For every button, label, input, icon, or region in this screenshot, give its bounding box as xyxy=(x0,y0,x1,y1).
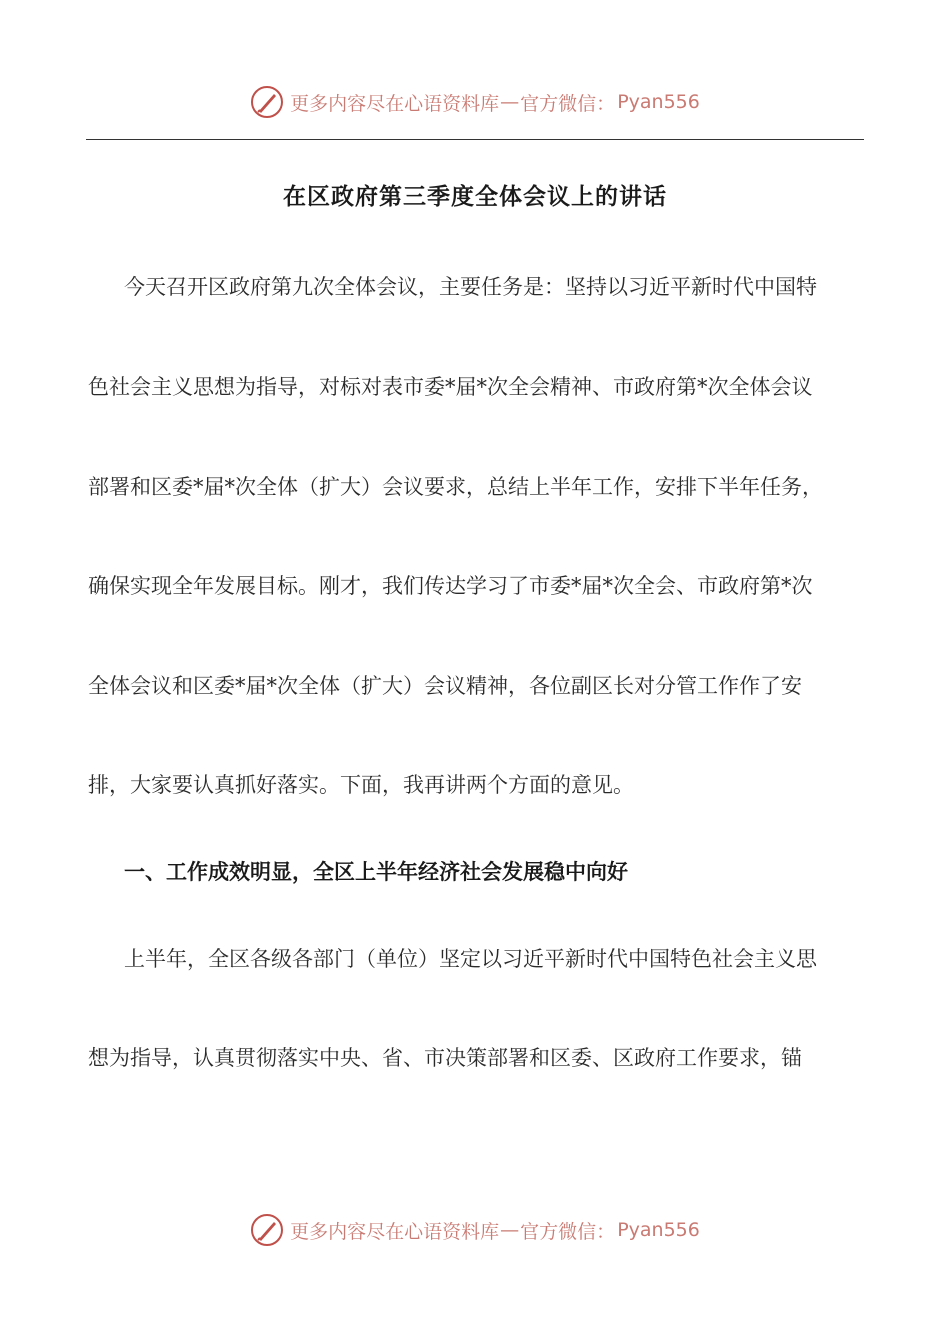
quill-logo-icon xyxy=(250,1213,284,1247)
watermark-contact: 官方微信： xyxy=(520,92,616,115)
section-heading: 一、工作成效明显，全区上半年经济社会发展稳中向好 xyxy=(124,860,628,884)
paragraph-line: 确保实现全年发展目标。刚才，我们传达学习了市委*届*次全会、市政府第*次 xyxy=(88,574,813,598)
header-watermark xyxy=(0,82,950,122)
paragraph-line: 排，大家要认真抓好落实。下面，我再讲两个方面的意见。 xyxy=(88,773,634,797)
watermark-text: 更多内容尽在心语资料库 xyxy=(290,92,500,115)
paragraph-line: 色社会主义思想为指导，对标对表市委*届*次全会精神、市政府第*次全体会议 xyxy=(88,375,813,399)
paragraph-line: 部署和区委*届*次全体（扩大）会议要求，总结上半年工作，安排下半年任务， xyxy=(88,475,823,499)
quill-logo-icon xyxy=(250,85,284,119)
watermark-text: 更多内容尽在心语资料库 xyxy=(290,1220,500,1243)
paragraph-line: 想为指导，认真贯彻落实中央、省、市决策部署和区委、区政府工作要求，锚 xyxy=(88,1046,802,1070)
paragraph-line: 今天召开区政府第九次全体会议，主要任务是：坚持以习近平新时代中国特 xyxy=(124,275,817,299)
watermark-code: Pyan556 xyxy=(617,91,700,113)
header-rule xyxy=(86,139,864,140)
watermark-code: Pyan556 xyxy=(617,1219,700,1241)
watermark-contact: 官方微信： xyxy=(520,1220,616,1243)
watermark-separator: — xyxy=(500,91,520,113)
paragraph-line: 全体会议和区委*届*次全体（扩大）会议精神，各位副区长对分管工作作了安 xyxy=(88,674,802,698)
watermark-separator: — xyxy=(500,1219,520,1241)
document-title: 在区政府第三季度全体会议上的讲话 xyxy=(283,184,667,210)
paragraph-line: 上半年，全区各级各部门（单位）坚定以习近平新时代中国特色社会主义思 xyxy=(124,947,817,971)
footer-watermark xyxy=(0,1210,950,1250)
